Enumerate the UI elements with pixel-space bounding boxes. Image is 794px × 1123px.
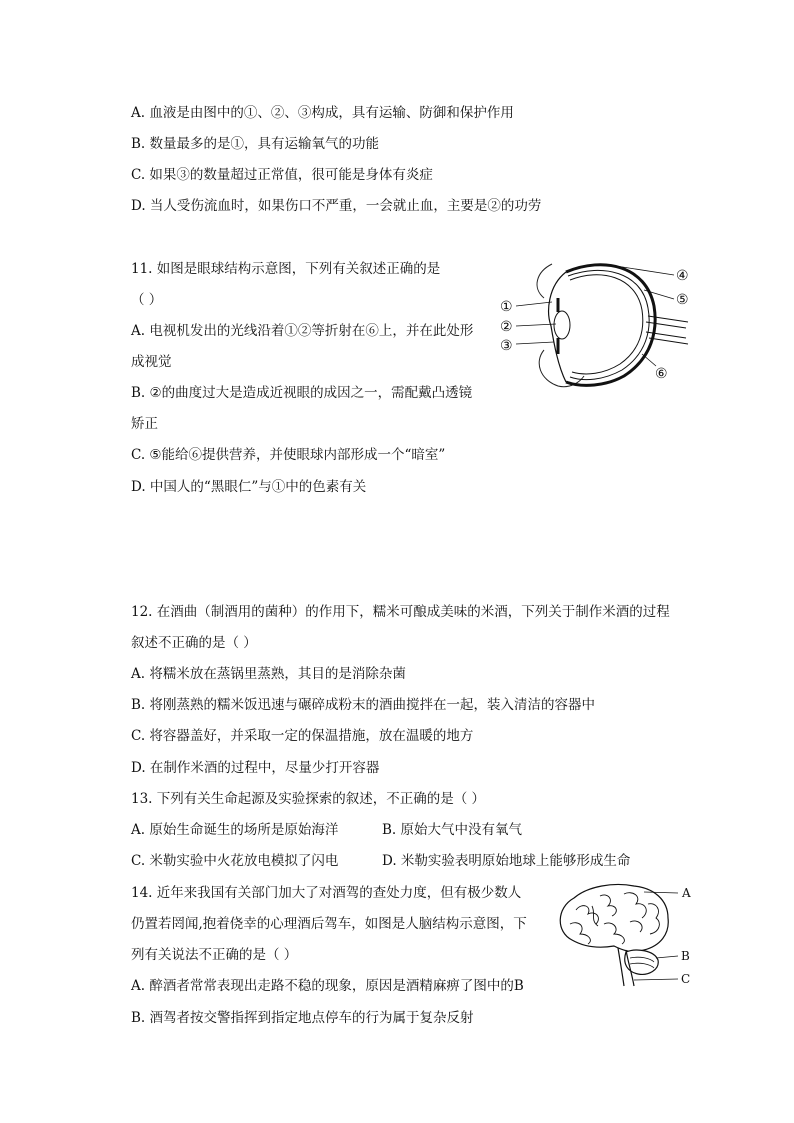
q12-option-a: A. 将糯米放在蒸锅里蒸熟，其目的是消除杂菌 (131, 666, 406, 682)
q13-option-c: C. 米勒实验中火花放电模拟了闪电 (131, 853, 339, 869)
eye-label-2: ② (500, 319, 513, 335)
q11-option-a-cont: 成视觉 (131, 354, 172, 370)
q12-stem: 12. 在酒曲（制酒用的菌种）的作用下，糯米可酿成美味的米酒，下列关于制作米酒的过程 (131, 604, 670, 620)
q10-option-b: B. 数量最多的是①，具有运输氧气的功能 (131, 136, 380, 152)
q14-stem-cont-2: 列有关说法不正确的是（ ） (131, 947, 298, 963)
q14-option-b: B. 酒驾者按交警指挥到指定地点停车的行为属于复杂反射 (131, 1010, 474, 1026)
q13-option-a: A. 原始生命诞生的场所是原始海洋 (131, 822, 339, 838)
eye-label-3: ③ (500, 338, 513, 354)
eye-label-4: ④ (676, 268, 689, 284)
q12-option-b: B. 将刚蒸熟的糯米饭迅速与碾碎成粉末的酒曲搅拌在一起，装入清洁的容器中 (131, 697, 596, 713)
q11-stem: 11. 如图是眼球结构示意图，下列有关叙述正确的是 (131, 261, 441, 277)
brain-diagram (552, 880, 702, 990)
q10-option-d: D. 当人受伤流血时，如果伤口不严重，一会就止血，主要是②的功劳 (131, 198, 542, 214)
eye-label-1: ① (500, 299, 513, 315)
q13-option-d: D. 米勒实验表明原始地球上能够形成生命 (382, 853, 631, 869)
q14-option-a: A. 醉酒者常常表现出走路不稳的现象，原因是酒精麻痹了图中的B (131, 978, 524, 994)
q11-option-b: B. ②的曲度过大是造成近视眼的成因之一，需配戴凸透镜 (131, 385, 473, 401)
brain-label-a: A (682, 886, 691, 900)
brain-label-b: B (681, 949, 690, 963)
q10-option-c: C. 如果③的数量超过正常值，很可能是身体有炎症 (131, 167, 433, 183)
q13-stem: 13. 下列有关生命起源及实验探索的叙述，不正确的是（ ） (131, 791, 486, 807)
q10-option-a: A. 血液是由图中的①、②、③构成，具有运输、防御和保护作用 (131, 105, 514, 121)
q11-option-d: D. 中国人的“黑眼仁”与①中的色素有关 (131, 479, 367, 495)
q11-option-a: A. 电视机发出的光线沿着①②等折射在⑥上，并在此处形 (131, 323, 474, 339)
q14-stem-cont-1: 仍置若罔闻,抱着侥幸的心理酒后驾车，如图是人脑结构示意图，下 (131, 916, 527, 932)
q12-option-d: D. 在制作米酒的过程中，尽量少打开容器 (131, 760, 380, 776)
q14-stem: 14. 近年来我国有关部门加大了对酒驾的查处力度，但有极少数人 (131, 885, 522, 901)
eyeball-diagram (496, 258, 696, 394)
q11-option-c: C. ⑤能给⑥提供营养，并使眼球内部形成一个“暗室” (131, 447, 446, 463)
q12-stem-cont: 叙述不正确的是（ ） (131, 635, 257, 651)
q13-option-b: B. 原始大气中没有氧气 (382, 822, 523, 838)
q12-option-c: C. 将容器盖好，并采取一定的保温措施，放在温暖的地方 (131, 728, 474, 744)
brain-label-c: C (681, 972, 691, 986)
q11-option-b-cont: 矫正 (131, 416, 158, 432)
eye-label-6: ⑥ (655, 366, 668, 382)
eye-label-5: ⑤ (676, 292, 689, 308)
q11-answer-bracket: （ ） (131, 292, 163, 308)
